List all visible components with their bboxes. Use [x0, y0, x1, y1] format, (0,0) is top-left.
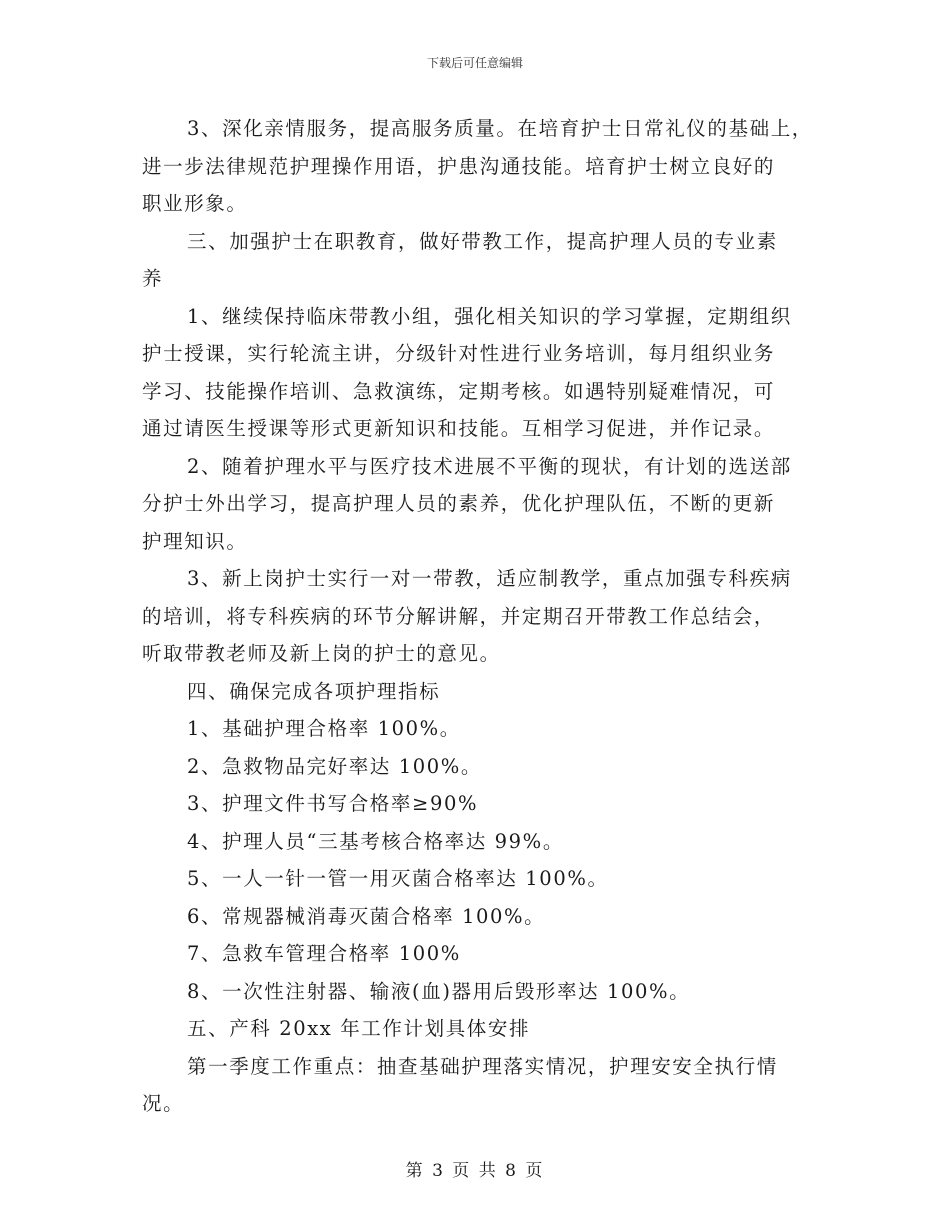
text-line: 1、基础护理合格率 100%。 [187, 717, 461, 740]
text-line: 护士授课，实行轮流主讲，分级针对性进行业务培训，每月组织业务 [142, 342, 776, 365]
text-line: 护理知识。 [142, 529, 248, 553]
page-footer: 第 3 页 共 8 页 [405, 1161, 545, 1181]
text-line: 4、护理人员“三基考核合格率达 99%。 [187, 829, 564, 853]
text-line: 3、深化亲情服务，提高服务质量。在培育护士日常礼仪的基础上， [187, 117, 813, 140]
text-line: 养 [142, 267, 164, 290]
text-line: 2、随着护理水平与医疗技术进展不平衡的现状，有计划的选送部 [187, 454, 792, 478]
text-line: 进一步法律规范护理操作用语，护患沟通技能。培育护士树立良好的 [142, 154, 776, 178]
text-line: 8、一次性注射器、输液(血)器用后毁形率达 100%。 [187, 979, 691, 1003]
document-body [142, 110, 822, 1123]
text-line: 职业形象。 [142, 192, 248, 215]
text-line: 五、产科 20xx 年工作计划具体安排 [187, 1017, 531, 1040]
text-line: 况。 [142, 1092, 185, 1115]
text-line: 的培训，将专科疾病的环节分解讲解，并定期召开带教工作总结会， [142, 604, 776, 628]
page-header: 下载后可任意编辑 [426, 56, 523, 70]
text-line: 1、继续保持临床带教小组，强化相关知识的学习掌握，定期组织 [187, 304, 792, 328]
text-line: 通过请医生授课等形式更新知识和技能。互相学习促进，并作记录。 [142, 417, 776, 440]
text-line: 听取带教老师及新上岗的护士的意见。 [142, 642, 501, 665]
text-line: 三、加强护士在职教育，做好带教工作，提高护理人员的专业素 [187, 229, 778, 253]
text-line: 5、一人一针一管一用灭菌合格率达 100%。 [187, 867, 609, 890]
text-line: 分护士外出学习，提高护理人员的素养，优化护理队伍，不断的更新 [142, 492, 776, 515]
text-line: 2、急救物品完好率达 100%。 [187, 754, 482, 778]
text-line: 7、急救车管理合格率 100% [187, 942, 461, 965]
text-line: 6、常规器械消毒灭菌合格率 100%。 [187, 904, 546, 928]
text-line: 学习、技能操作培训、急救演练，定期考核。如遇特别疑难情况，可 [142, 379, 776, 403]
text-line: 第一季度工作重点：抽查基础护理落实情况，护理安安全执行情 [187, 1054, 778, 1078]
text-line: 四、确保完成各项护理指标 [187, 679, 441, 703]
text-line: 3、护理文件书写合格率≥90% [187, 792, 479, 815]
text-line: 3、新上岗护士实行一对一带教，适应制教学，重点加强专科疾病 [187, 567, 792, 590]
